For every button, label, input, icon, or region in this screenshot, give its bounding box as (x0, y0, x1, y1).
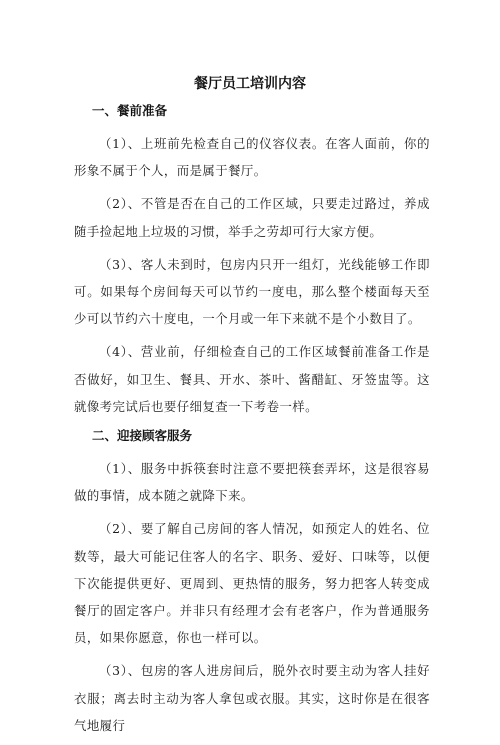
paragraph: （3）、客人未到时，包房内只开一组灯，光线能够工作即可。如果每个房间每天可以节约一度电，那么整个楼面每天至少可以节约六十度电，一个月或一年下来就不是个小数目了。 (74, 256, 430, 327)
paragraph: （2）、不管是否在自己的工作区域，只要走过路过，养成随手捡起地上垃圾的习惯，举手之劳却可行大家方便。 (74, 196, 430, 239)
paragraph: （2）、要了解自己房间的客人情况，如预定人的姓名、位数等，最大可能记住客人的名字、职务、爱好、口味等，以便下次能提供更好、更周到、更热情的服务，努力把客人转变成餐厅的固定客户。并非只有经理才会有老客户，作为普通服务员，如果你愿意，你也一样可以。 (74, 521, 430, 646)
section-greeting-customers (74, 426, 430, 739)
section-heading: 一、餐前准备 (92, 103, 168, 118)
section-pre-meal-preparation (74, 101, 430, 420)
section-heading: 二、迎接顾客服务 (92, 428, 193, 444)
paragraph: （4）、营业前，仔细检查自己的工作区域餐前准备工作是否做好，如卫生、餐具、开水、茶叶、酱醋缸、牙签盅等。这就像考完试后也要仔细复查一下考卷一样。 (74, 344, 430, 414)
paragraph: （1）、上班前先检查自己的仪容仪表。在客人面前，你的形象不属于个人，而是属于餐厅。 (74, 136, 430, 179)
document-body (74, 101, 430, 745)
paragraph: （1）、服务中拆筷套时注意不要把筷套弄坏，这是很容易做的事情，成本随之就降下来。 (74, 461, 430, 504)
document-title: 餐厅员工培训内容 (194, 76, 306, 92)
paragraph: （3）、包房的客人进房间后，脱外衣时要主动为客人挂好衣服；离去时主动为客人拿包或衣服。其实，这时你是在很客气地履行 (74, 663, 430, 733)
